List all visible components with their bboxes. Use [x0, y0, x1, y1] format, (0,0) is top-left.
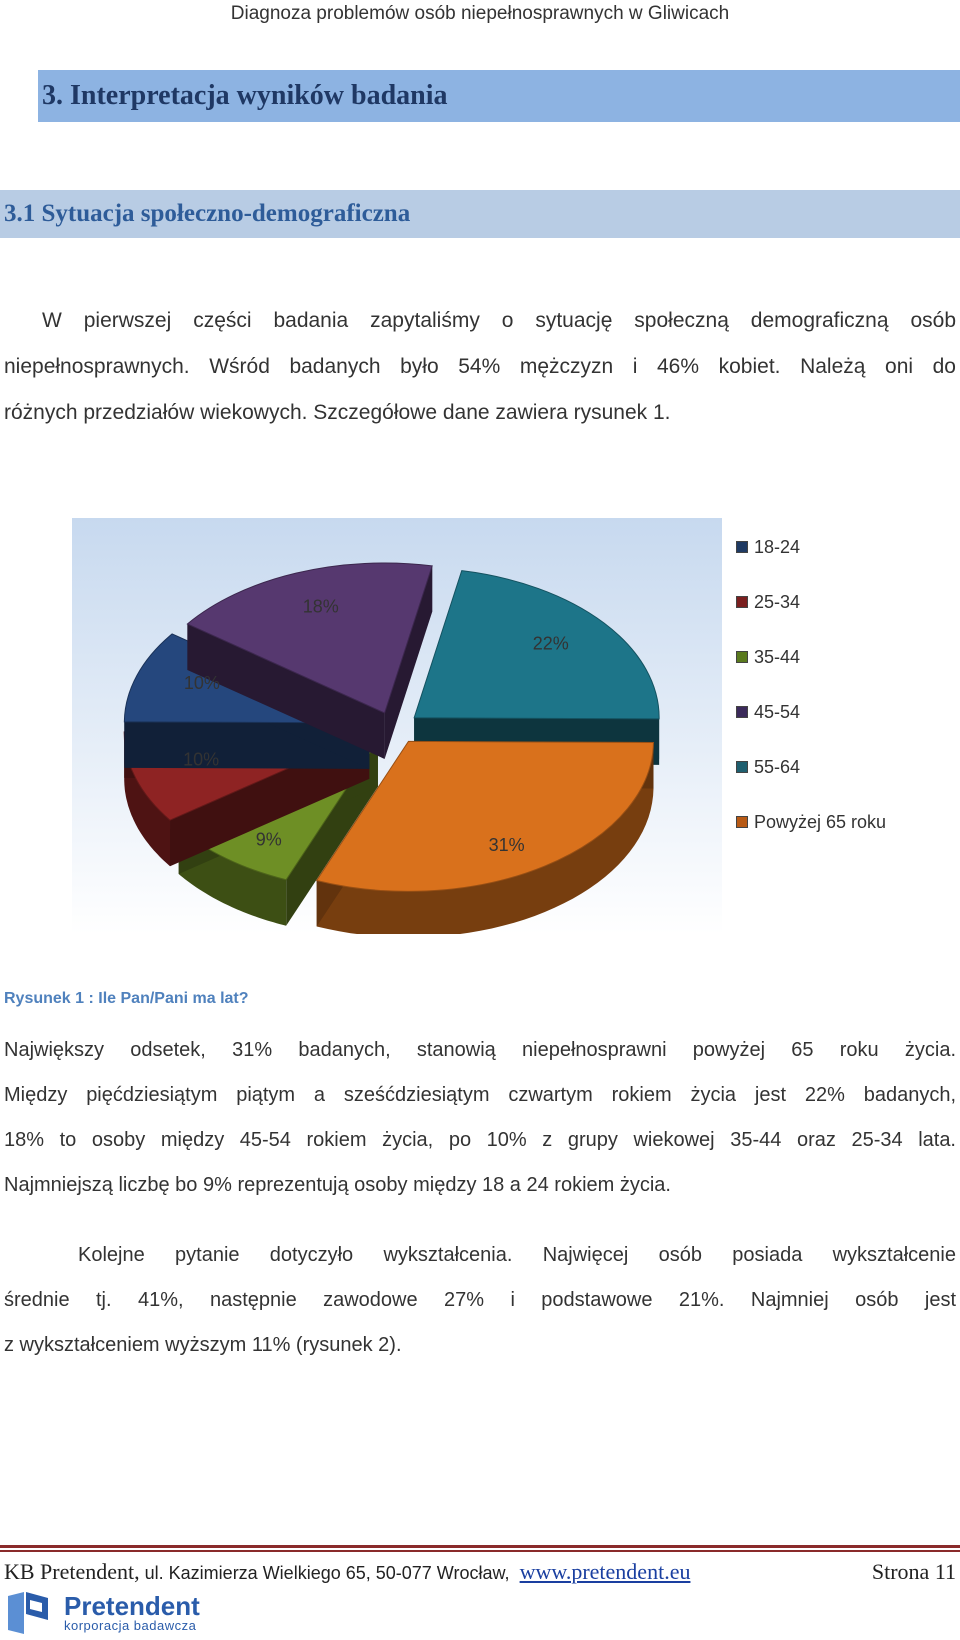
paragraph-line: średnie tj. 41%, następnie zawodowe 27% i podstawowe 21%. Najmniej osób jest — [4, 1289, 956, 1311]
section-heading: 3. Interpretacja wyników badania — [42, 80, 448, 111]
logo-name: Pretendent — [64, 1591, 200, 1621]
footer-divider — [0, 1550, 960, 1552]
legend-label: Powyżej 65 roku — [754, 811, 887, 832]
intro-paragraph — [4, 298, 956, 436]
footer — [4, 1556, 956, 1588]
legend-label: 45-54 — [754, 701, 801, 722]
education-paragraph — [4, 1233, 956, 1368]
legend-item-55-64 — [736, 755, 800, 779]
paragraph-line: W pierwszej części badania zapytaliśmy o sytuację społeczną demograficzną osób — [42, 309, 956, 332]
page-number: Strona 11 — [871, 1559, 956, 1584]
subsection-heading: 3.1 Sytuacja społeczno-demograficzna — [4, 200, 411, 227]
footer-firm: KB Pretendent, — [4, 1559, 140, 1584]
legend-item-25-34 — [736, 590, 800, 614]
figure-caption: Rysunek 1 : Ile Pan/Pani ma lat? — [4, 990, 249, 1007]
legend-swatch — [736, 651, 748, 663]
running-header: Diagnoza problemów osób niepełnosprawnych w Gliwicach — [230, 3, 730, 24]
paragraph-line: niepełnosprawnych. Wśród badanych było 54% mężczyzn i 46% kobiet. Należą oni do — [4, 355, 956, 378]
paragraph-line: z wykształceniem wyższym 11% (rysunek 2). — [4, 1334, 402, 1356]
pie-data-label: 9% — [255, 829, 282, 850]
legend-item-over-65 — [736, 810, 886, 834]
footer-website-link[interactable]: www.pretendent.eu — [519, 1559, 691, 1584]
pie-data-label: 10% — [183, 672, 220, 693]
pretendent-logo — [4, 1588, 200, 1638]
pie-chart-svg — [72, 518, 722, 934]
pie-data-label: 18% — [302, 596, 339, 617]
legend-swatch — [736, 761, 748, 773]
pie-data-label: 31% — [488, 835, 525, 856]
legend-label: 55-64 — [754, 756, 801, 777]
paragraph-line: 18% to osoby między 45-54 rokiem życia, po 10% z grupy wiekowej 35-44 oraz 25-34 lata. — [4, 1129, 956, 1151]
footer-divider — [0, 1545, 960, 1548]
age-pie-chart — [72, 518, 722, 934]
logo-mark-icon — [4, 1590, 56, 1636]
results-paragraph — [4, 1028, 956, 1208]
legend-swatch — [736, 596, 748, 608]
logo-tagline: korporacja badawcza — [64, 1618, 197, 1633]
legend-swatch — [736, 541, 748, 553]
paragraph-line: Najmniejszą liczbę bo 9% reprezentują osoby między 18 a 24 rokiem życia. — [4, 1174, 671, 1196]
legend-item-18-24 — [736, 535, 800, 559]
legend-swatch — [736, 816, 748, 828]
legend-item-35-44 — [736, 645, 800, 669]
legend-label: 25-34 — [754, 591, 801, 612]
paragraph-line: różnych przedziałów wiekowych. Szczegółowe dane zawiera rysunek 1. — [4, 401, 671, 424]
legend-label: 18-24 — [754, 536, 801, 557]
footer-address: ul. Kazimierza Wielkiego 65, 50-077 Wrocław, — [139, 1563, 510, 1583]
paragraph-line: Największy odsetek, 31% badanych, stanowią niepełnosprawni powyżej 65 roku życia. — [4, 1039, 956, 1061]
paragraph-line: Kolejne pytanie dotyczyło wykształcenia. Najwięcej osób posiada wykształcenie — [78, 1244, 956, 1266]
pie-data-label: 22% — [532, 633, 569, 654]
pie-data-label: 10% — [183, 749, 220, 770]
legend-label: 35-44 — [754, 646, 801, 667]
legend-swatch — [736, 706, 748, 718]
paragraph-line: Między pięćdziesiątym piątym a sześćdziesiątym czwartym rokiem życia jest 22% badanych, — [4, 1084, 956, 1106]
legend-item-45-54 — [736, 700, 800, 724]
